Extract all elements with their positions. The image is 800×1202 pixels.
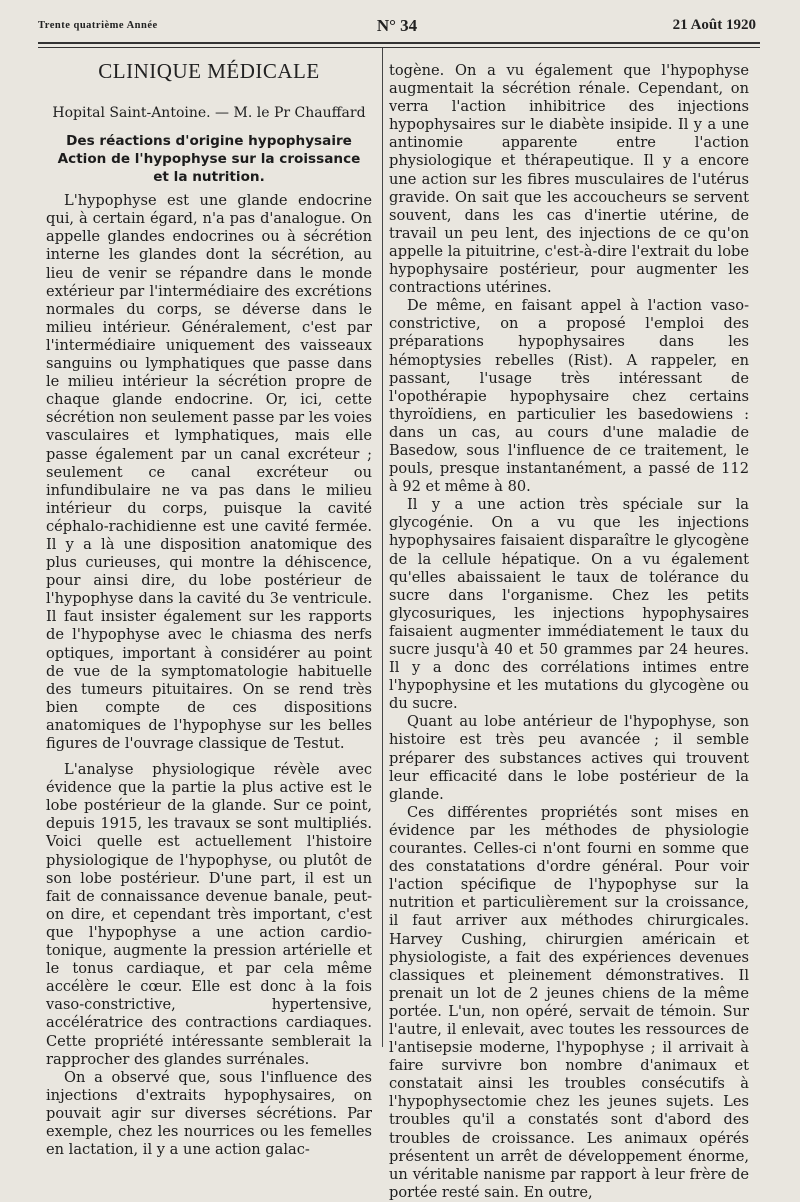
article-title-line: Action de l'hypophyse sur la croissance bbox=[57, 151, 361, 168]
issue-date: 21 Août 1920 bbox=[672, 17, 756, 33]
volume-label: Trente quatrième Année bbox=[38, 20, 158, 31]
right-column bbox=[389, 62, 749, 1202]
issue-number: N° 34 bbox=[376, 16, 418, 35]
byline: Hopital Saint-Antoine. — M. le Pr Chauffard bbox=[52, 105, 366, 122]
article-title bbox=[46, 132, 372, 186]
paragraph: togène. On a vu également que l'hypophyse augmentait la sécrétion rénale. Cependant, on verra l'action inhibitrice des injections hypophysaires sur le diabète insipide. Il y a une antinomie apparente entre l'action physiologique et thérapeutique. Il y a encore une action sur les fibres musculaires de l'utérus gravide. On sait que les accoucheurs se servent souvent, dans les cas d'inertie utérine, de travail un peu lent, des injections de ce qu'on appelle la pituitrine, c'est-à-dire l'extrait du lobe hypophysaire postérieur, pour augmenter les contractions utérines. bbox=[389, 62, 749, 297]
section-title: CLINIQUE MÉDICALE bbox=[98, 59, 320, 83]
article-title-line: et la nutrition. bbox=[153, 169, 265, 186]
paragraph: L'analyse physiologique révèle avec évidence que la partie la plus active est le lobe postérieur de la glande. Sur ce point, depuis 1915, les travaux se sont multipliés. Voici quelle est actuellement l'histoire physiologique de l'hypophyse, ou plutôt de son lobe postérieur. D'une part, il est un fait de connaissance devenue banale, peut-on dire, et cependant très important, c'est que l'hypophyse a une action cardio-tonique, augmente la pression artérielle et le tonus cardiaque, et par cela même accélère le cœur. Elle est donc à la fois vaso-constrictive, hypertensive, accélératrice des contractions cardiaques. Cette propriété intéressante semblerait la rapprocher des glandes surrénales. bbox=[46, 761, 372, 1068]
column-divider bbox=[382, 48, 383, 1047]
paragraph: L'hypophyse est une glande endocrine qui, à certain égard, n'a pas d'analogue. On appelle glandes endocrines ou à sécrétion interne les glandes dont la sécrétion, au lieu de venir se répandre dans le monde extérieur par l'intermédiaire des excrétions normales du corps, se déverse dans le milieu intérieur. Généralement, c'est par l'intermédiaire uniquement des vaisseaux sanguins ou lymphatiques que passe dans le milieu intérieur la sécrétion propre de chaque glande endocrine. Or, ici, cette sécrétion non seulement passe par les voies vasculaires et lymphatiques, mais elle passe également par un canal excréteur ; seulement ce canal excréteur ou infundibulaire ne va pas dans le milieu intérieur du corps, puisque la cavité céphalo-rachidienne est une cavité fermée. Il y a là une disposition anatomique des plus curieuses, qui montre la déhiscence, pour ainsi dire, du lobe postérieur de l'hypophyse dans la cavité du 3e ventricule. Il faut insister également sur les rapports de l'hypophyse avec le chiasma des nerfs optiques, important à considérer au point de vue de la symptomatologie habituelle des tumeurs pituitaires. On se rend très bien compte de ces dispositions anatomiques de l'hypophyse sur les belles figures de l'ouvrage classique de Testut. bbox=[46, 192, 372, 752]
paragraph: Quant au lobe antérieur de l'hypophyse, son histoire est très peu avancée ; il semble préparer des substances actives qui trouvent leur efficacité dans le lobe postérieur de la glande. bbox=[389, 713, 749, 803]
header-rule bbox=[38, 42, 760, 48]
paragraph: Ces différentes propriétés sont mises en évidence par les méthodes de physiologie courantes. Celles-ci n'ont fourni en somme que des constatations d'ordre général. Pour voir l'action spécifique de l'hypophyse sur la nutrition et particulièrement sur la croissance, il faut arriver aux méthodes chirurgicales. Harvey Cushing, chirurgien américain et physiologiste, a fait des expériences devenues classiques et pleinement démonstratives. Il prenait un lot de 2 jeunes chiens de la même portée. L'un, non opéré, servait de témoin. Sur l'autre, il enlevait, avec toutes les ressources de l'antisepsie moderne, l'hypophyse ; il arrivait à faire survivre bon nombre d'animaux et constatait ainsi les troubles consécutifs à l'hypophysectomie chez les jeunes sujets. Les troubles qu'il a constatés sont d'abord des troubles de croissance. Les animaux opérés présentent un arrêt de développement énorme, un véritable nanisme par rapport à leur frère de portée resté sain. En outre, bbox=[389, 803, 749, 1201]
paragraph: On a observé que, sous l'influence des injections d'extraits hypophysaires, on pouvait agir sur diverses sécrétions. Par exemple, chez les nourrices ou les femelles en lactation, il y a une action galac- bbox=[46, 1068, 372, 1159]
article-title-line: Des réactions d'origine hypophysaire bbox=[66, 133, 352, 150]
left-column bbox=[46, 54, 372, 1159]
paragraph: Il y a une action très spéciale sur la glycogénie. On a vu que les injections hypophysaires faisaient disparaître le glycogène de la cellule hépatique. On a vu également qu'elles abaissaient le taux de tolérance du sucre dans l'organisme. Chez les petits glycosuriques, les injections hypophysaires faisaient augmenter immédiatement le taux du sucre jusqu'à 40 et 50 grammes par 24 heures. Il y a donc des corrélations intimes entre l'hypophysine et les mutations du glycogène ou du sucre. bbox=[389, 496, 749, 713]
paragraph: De même, en faisant appel à l'action vaso-constrictive, on a proposé l'emploi des préparations hypophysaires dans les hémoptysies rebelles (Rist). A rappeler, en passant, l'usage très intéressant de l'opothérapie hypophysaire chez certains thyroïdiens, en particulier les basedowiens : dans un cas, au cours d'une maladie de Basedow, sous l'influence de ce traitement, le pouls, presque instantanément, a passé de 112 à 92 et même à 80. bbox=[389, 297, 749, 496]
page-header bbox=[38, 16, 756, 42]
